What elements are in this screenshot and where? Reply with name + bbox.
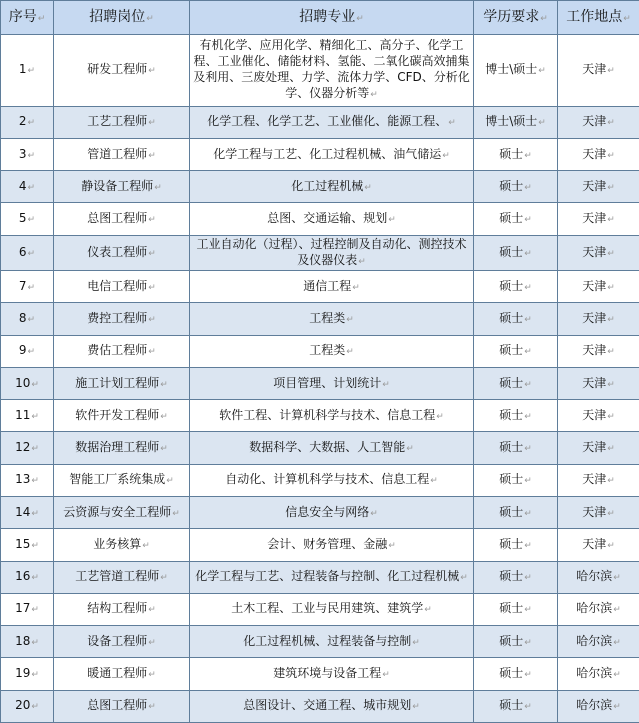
degree-cell: 硕士↵: [474, 400, 558, 432]
position-cell: 仪表工程师↵: [54, 235, 190, 270]
degree-cell: 硕士↵: [474, 690, 558, 722]
table-row: [1, 464, 639, 496]
major-cell: 工程类↵: [190, 303, 474, 335]
table-row: [1, 626, 639, 658]
position-cell: 电信工程师↵: [54, 271, 190, 303]
major-cell: 项目管理、计划统计↵: [190, 367, 474, 399]
location-cell: 天津↵: [558, 497, 639, 529]
location-cell: 天津↵: [558, 235, 639, 270]
location-cell: 天津↵: [558, 464, 639, 496]
major-cell: 化学工程、化学工艺、工业催化、能源工程、↵: [190, 106, 474, 138]
major-cell: 会计、财务管理、金融↵: [190, 529, 474, 561]
location-cell: 哈尔滨↵: [558, 658, 639, 690]
table-row: [1, 497, 639, 529]
row-no-cell: 16↵: [1, 561, 54, 593]
location-cell: 哈尔滨↵: [558, 690, 639, 722]
table-body: [1, 35, 639, 723]
major-cell: 工业自动化（过程）、过程控制及自动化、测控技术及仪器仪表↵: [190, 235, 474, 270]
table-row: [1, 271, 639, 303]
degree-cell: 硕士↵: [474, 561, 558, 593]
table-row: [1, 561, 639, 593]
row-no-cell: 3↵: [1, 138, 54, 170]
position-cell: 数据治理工程师↵: [54, 432, 190, 464]
row-no-cell: 5↵: [1, 203, 54, 235]
major-cell: 建筑环境与设备工程↵: [190, 658, 474, 690]
degree-cell: 硕士↵: [474, 367, 558, 399]
location-cell: 天津↵: [558, 203, 639, 235]
table-row: [1, 303, 639, 335]
table-row: [1, 235, 639, 270]
row-no-cell: 11↵: [1, 400, 54, 432]
major-cell: 数据科学、大数据、人工智能↵: [190, 432, 474, 464]
major-cell: 信息安全与网络↵: [190, 497, 474, 529]
location-cell: 天津↵: [558, 171, 639, 203]
position-cell: 暖通工程师↵: [54, 658, 190, 690]
row-no-cell: 10↵: [1, 367, 54, 399]
location-cell: 天津↵: [558, 271, 639, 303]
position-cell: 总图工程师↵: [54, 203, 190, 235]
table-row: [1, 35, 639, 107]
location-cell: 哈尔滨↵: [558, 626, 639, 658]
row-no-cell: 17↵: [1, 593, 54, 625]
location-cell: 天津↵: [558, 400, 639, 432]
position-cell: 业务核算↵: [54, 529, 190, 561]
row-no-cell: 1↵: [1, 35, 54, 107]
header-cell-location: 工作地点↵: [558, 1, 639, 35]
major-cell: 化工过程机械、过程装备与控制↵: [190, 626, 474, 658]
position-cell: 智能工厂系统集成↵: [54, 464, 190, 496]
row-no-cell: 20↵: [1, 690, 54, 722]
position-cell: 总图工程师↵: [54, 690, 190, 722]
degree-cell: 硕士↵: [474, 497, 558, 529]
row-no-cell: 12↵: [1, 432, 54, 464]
location-cell: 天津↵: [558, 335, 639, 367]
row-no-cell: 9↵: [1, 335, 54, 367]
table-row: [1, 335, 639, 367]
table-row: [1, 367, 639, 399]
location-cell: 天津↵: [558, 432, 639, 464]
table-row: [1, 690, 639, 722]
location-cell: 哈尔滨↵: [558, 561, 639, 593]
degree-cell: 博士\硕士↵: [474, 35, 558, 107]
position-cell: 软件开发工程师↵: [54, 400, 190, 432]
position-cell: 费控工程师↵: [54, 303, 190, 335]
row-no-cell: 15↵: [1, 529, 54, 561]
header-cell-no: 序号↵: [1, 1, 54, 35]
major-cell: 工程类↵: [190, 335, 474, 367]
degree-cell: 硕士↵: [474, 203, 558, 235]
row-no-cell: 19↵: [1, 658, 54, 690]
position-cell: 费估工程师↵: [54, 335, 190, 367]
position-cell: 静设备工程师↵: [54, 171, 190, 203]
position-cell: 工艺工程师↵: [54, 106, 190, 138]
position-cell: 研发工程师↵: [54, 35, 190, 107]
position-cell: 结构工程师↵: [54, 593, 190, 625]
row-no-cell: 6↵: [1, 235, 54, 270]
major-cell: 软件工程、计算机科学与技术、信息工程↵: [190, 400, 474, 432]
major-cell: 通信工程↵: [190, 271, 474, 303]
table-row: [1, 529, 639, 561]
position-cell: 管道工程师↵: [54, 138, 190, 170]
header-cell-major: 招聘专业↵: [190, 1, 474, 35]
degree-cell: 硕士↵: [474, 593, 558, 625]
major-cell: 总图、交通运输、规划↵: [190, 203, 474, 235]
degree-cell: 硕士↵: [474, 335, 558, 367]
location-cell: 天津↵: [558, 106, 639, 138]
degree-cell: 硕士↵: [474, 171, 558, 203]
position-cell: 云资源与安全工程师↵: [54, 497, 190, 529]
major-cell: 土木工程、工业与民用建筑、建筑学↵: [190, 593, 474, 625]
location-cell: 天津↵: [558, 35, 639, 107]
major-cell: 化学工程与工艺、过程装备与控制、化工过程机械↵: [190, 561, 474, 593]
table-row: [1, 432, 639, 464]
degree-cell: 硕士↵: [474, 658, 558, 690]
major-cell: 化学工程与工艺、化工过程机械、油气储运↵: [190, 138, 474, 170]
degree-cell: 硕士↵: [474, 271, 558, 303]
header-cell-degree: 学历要求↵: [474, 1, 558, 35]
degree-cell: 硕士↵: [474, 464, 558, 496]
major-cell: 化工过程机械↵: [190, 171, 474, 203]
location-cell: 哈尔滨↵: [558, 593, 639, 625]
major-cell: 自动化、计算机科学与技术、信息工程↵: [190, 464, 474, 496]
degree-cell: 硕士↵: [474, 235, 558, 270]
table-row: [1, 138, 639, 170]
location-cell: 天津↵: [558, 529, 639, 561]
major-cell: 有机化学、应用化学、精细化工、高分子、化学工程、工业催化、储能材料、氢能、二氧化碳高效捕集及利用、三废处理、力学、流体力学、CFD、分析化学、仪器分析等↵: [190, 35, 474, 107]
location-cell: 天津↵: [558, 138, 639, 170]
position-cell: 施工计划工程师↵: [54, 367, 190, 399]
header-cell-position: 招聘岗位↵: [54, 1, 190, 35]
location-cell: 天津↵: [558, 367, 639, 399]
position-cell: 工艺管道工程师↵: [54, 561, 190, 593]
row-no-cell: 4↵: [1, 171, 54, 203]
degree-cell: 硕士↵: [474, 138, 558, 170]
row-no-cell: 2↵: [1, 106, 54, 138]
degree-cell: 硕士↵: [474, 626, 558, 658]
degree-cell: 博士\硕士↵: [474, 106, 558, 138]
major-cell: 总图设计、交通工程、城市规划↵: [190, 690, 474, 722]
degree-cell: 硕士↵: [474, 529, 558, 561]
degree-cell: 硕士↵: [474, 432, 558, 464]
table-row: [1, 658, 639, 690]
row-no-cell: 14↵: [1, 497, 54, 529]
table-row: [1, 400, 639, 432]
table-row: [1, 203, 639, 235]
header-row: [1, 1, 639, 35]
table-row: [1, 593, 639, 625]
position-cell: 设备工程师↵: [54, 626, 190, 658]
location-cell: 天津↵: [558, 303, 639, 335]
table-row: [1, 106, 639, 138]
row-no-cell: 8↵: [1, 303, 54, 335]
degree-cell: 硕士↵: [474, 303, 558, 335]
table-row: [1, 171, 639, 203]
row-no-cell: 7↵: [1, 271, 54, 303]
row-no-cell: 13↵: [1, 464, 54, 496]
row-no-cell: 18↵: [1, 626, 54, 658]
